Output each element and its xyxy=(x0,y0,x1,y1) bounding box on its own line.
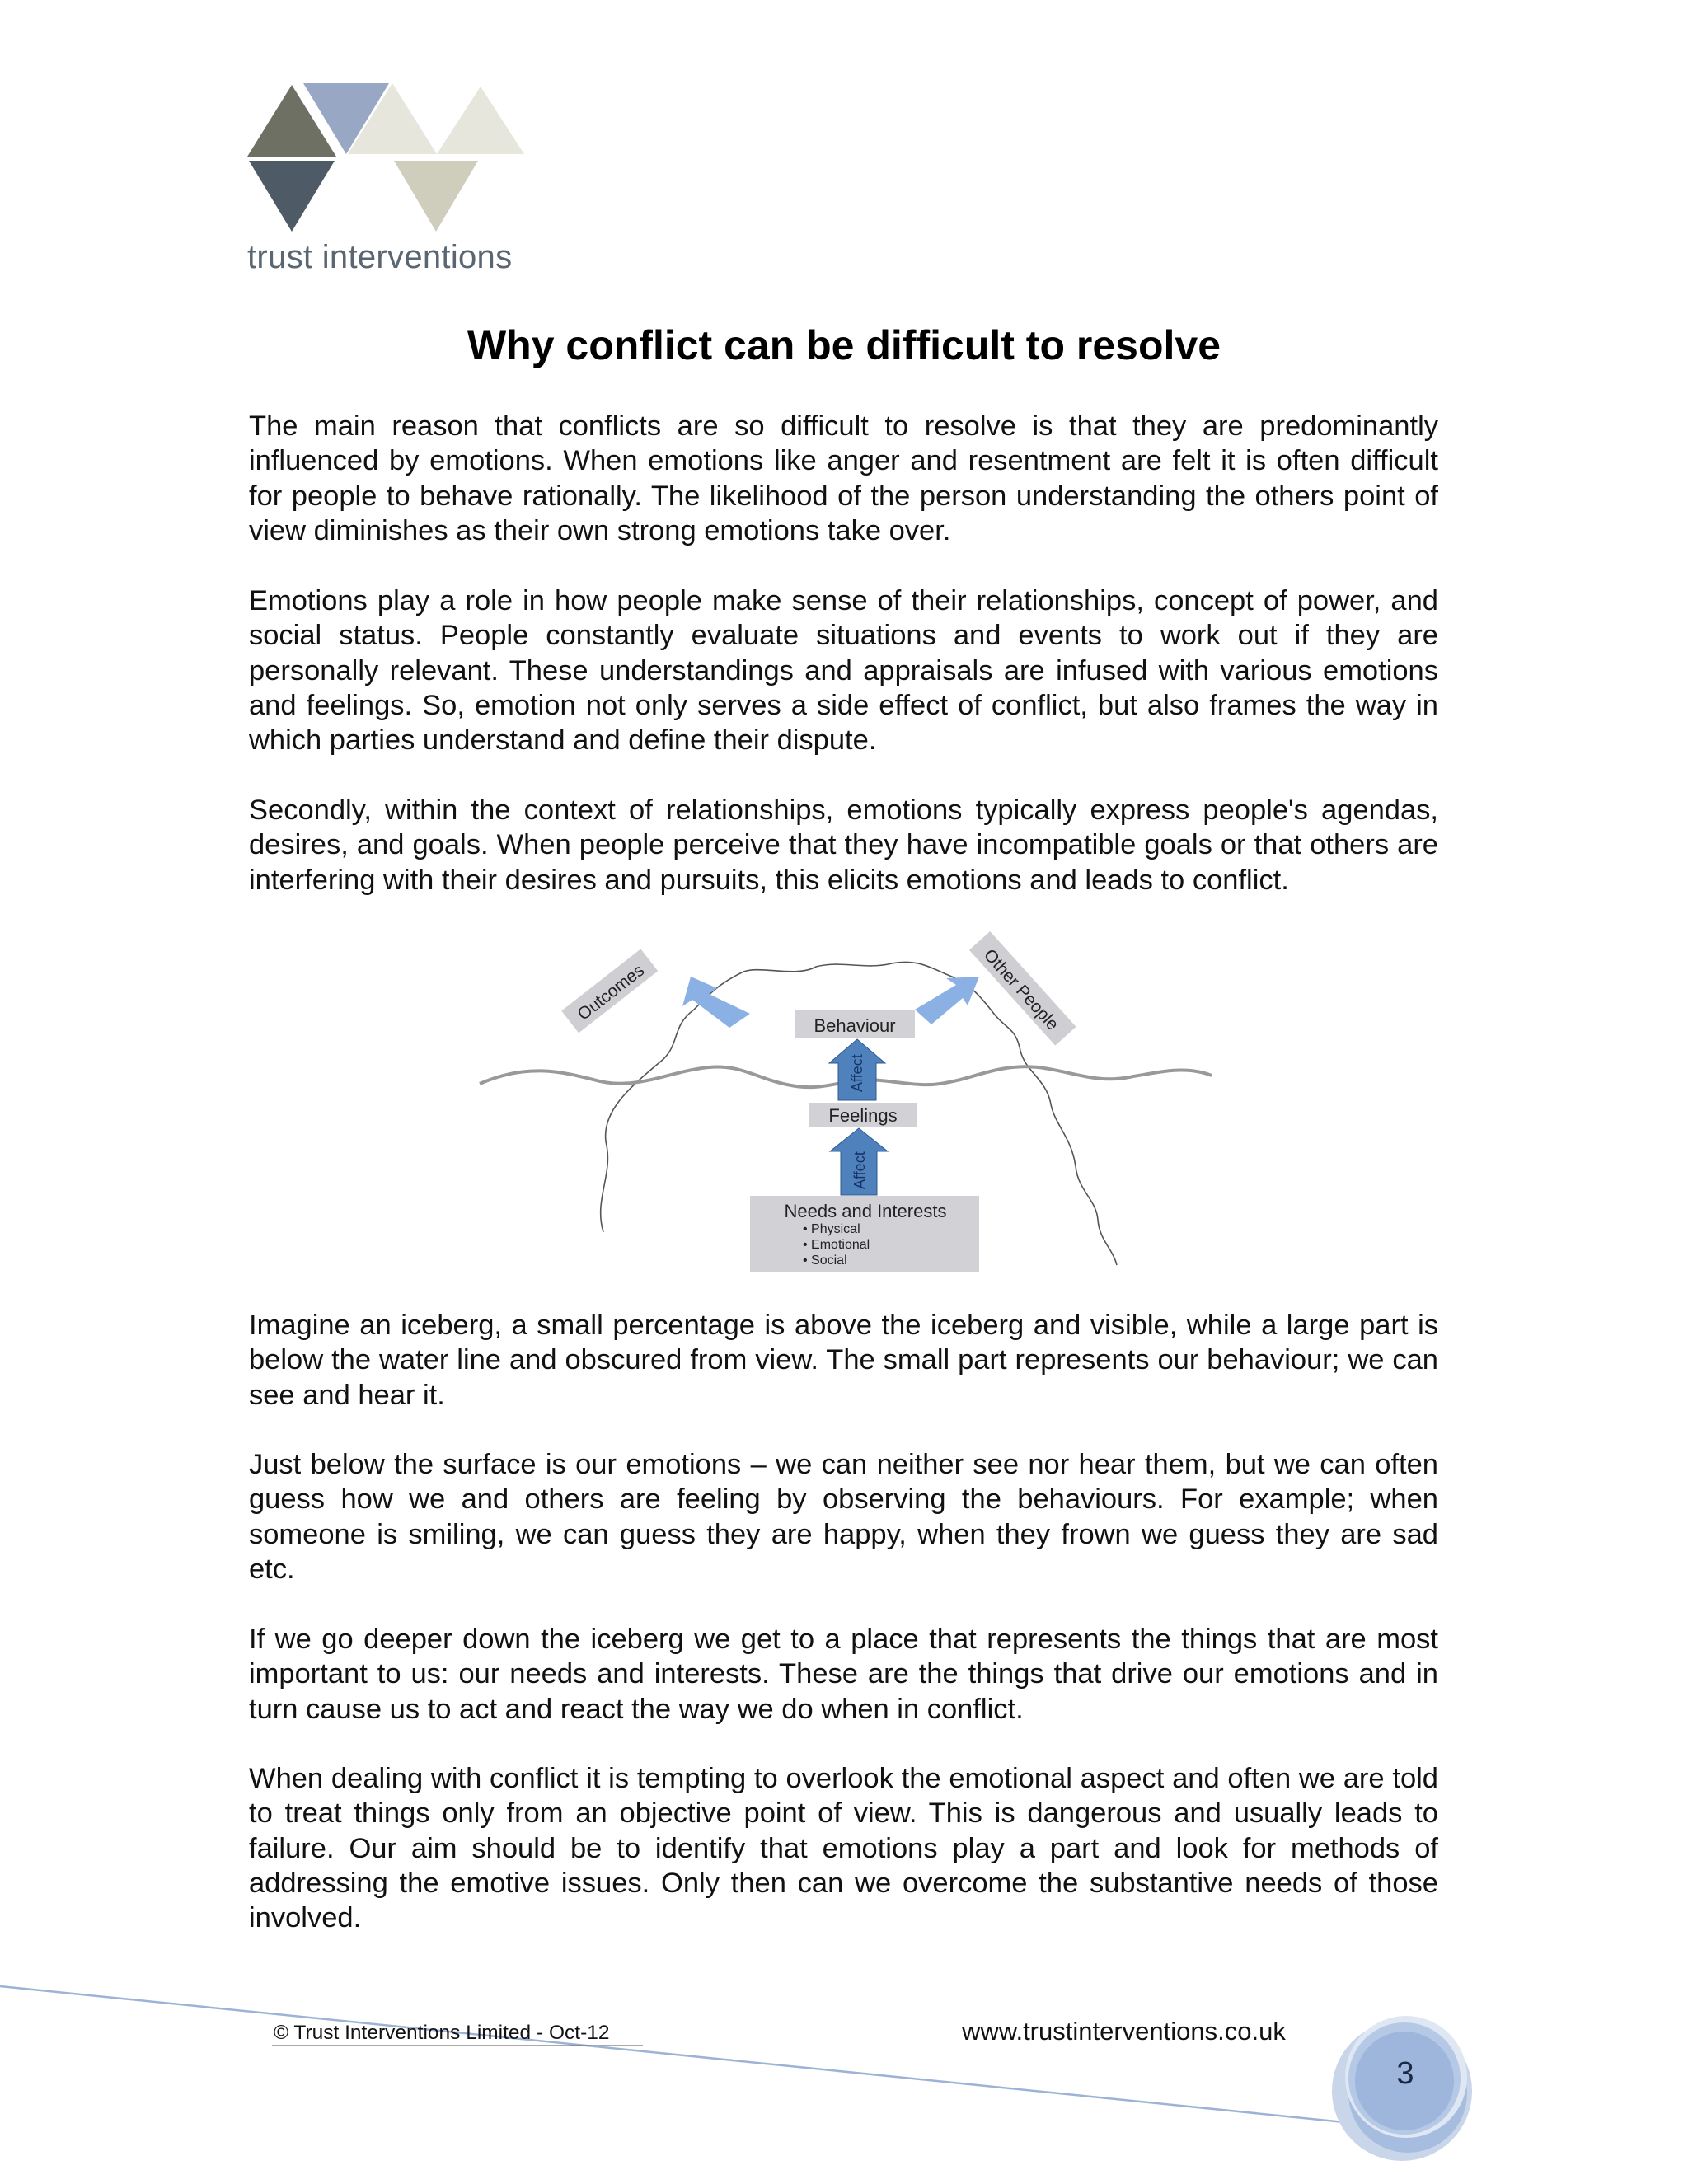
needs-item-social: • Social xyxy=(803,1254,847,1268)
paragraph-4: Imagine an iceberg, a small percentage is above the iceberg and visible, while a large part is below the water line and obscured from view. The small part represents our behaviour; we can see and hear it. xyxy=(249,1310,1438,1411)
other-people-label xyxy=(969,931,1076,1046)
iceberg-diagram xyxy=(470,927,1212,1277)
feelings-text: Feelings xyxy=(828,1105,898,1126)
outcomes-label xyxy=(561,949,658,1033)
affect-arrow-lower xyxy=(830,1128,888,1195)
paragraph-3: Secondly, within the context of relationships, emotions typically express people's agendas, desires, and goals. When people perceive that they have incompatible goals or that others are interfering with their desires and pursuits, this elicits emotions and leads to conflict. xyxy=(249,794,1438,896)
affect-upper-text: Affect xyxy=(849,1054,865,1092)
needs-item-physical: • Physical xyxy=(803,1222,860,1236)
other-people-text: Other People xyxy=(979,945,1062,1034)
affect-arrow-upper xyxy=(829,1039,885,1100)
paragraph-6: If we go deeper down the iceberg we get to a place that represents the things that are most important to us: our needs and interests. These are the things that drive our emotions and in turn cause us to act and react the way we do when in conflict. xyxy=(249,1624,1438,1725)
logo-triangles xyxy=(247,78,544,243)
paragraph-7: When dealing with conflict it is tempting to overlook the emotional aspect and often we are told to treat things only from an objective point of view. This is dangerous and usually leads to failure. Our aim should be to identify that emotions play a part and look for methods of addressing the emotive issues. Only then can we overcome the substantive needs of those involved. xyxy=(249,1763,1438,1934)
needs-title: Needs and Interests xyxy=(784,1201,947,1221)
page-number: 3 xyxy=(1396,2056,1414,2091)
paragraph-2: Emotions play a role in how people make sense of their relationships, concept of power, and social status. People constantly evaluate situations and events to work out if they are personally relevant. These understandings and appraisals are infused with various emotions and feelings. So, emotion not only serves a side effect of conflict, but also frames the way in which parties understand and define their dispute. xyxy=(249,585,1438,757)
footer-copyright: © Trust Interventions Limited - Oct-12 xyxy=(274,2022,610,2044)
outcomes-text: Outcomes xyxy=(574,960,649,1024)
behaviour-text: Behaviour xyxy=(814,1015,896,1036)
arrow-to-other-people xyxy=(915,977,979,1024)
needs-item-emotional: • Emotional xyxy=(803,1238,870,1252)
footer-website-link[interactable]: www.trustinterventions.co.uk xyxy=(962,2017,1286,2046)
paragraph-5: Just below the surface is our emotions – we can neither see nor hear them, but we can often guess how we and others are feeling by observing the behaviours. For example; when someone is smiling, we can guess they are happy, when they frown we guess they are sad etc. xyxy=(249,1449,1438,1585)
logo-text: trust interventions xyxy=(247,239,513,275)
arrow-to-outcomes xyxy=(682,977,750,1028)
company-logo xyxy=(247,78,544,288)
paragraph-1: The main reason that conflicts are so difficult to resolve is that they are predominantly influenced by emotions. When emotions like anger and resentment are felt it is often difficult for people to behave rationally. The likelihood of the person understanding the others point of view diminishes as their own strong emotions take over. xyxy=(249,410,1438,546)
page-title: Why conflict can be difficult to resolve xyxy=(467,322,1221,368)
affect-lower-text: Affect xyxy=(851,1151,868,1189)
